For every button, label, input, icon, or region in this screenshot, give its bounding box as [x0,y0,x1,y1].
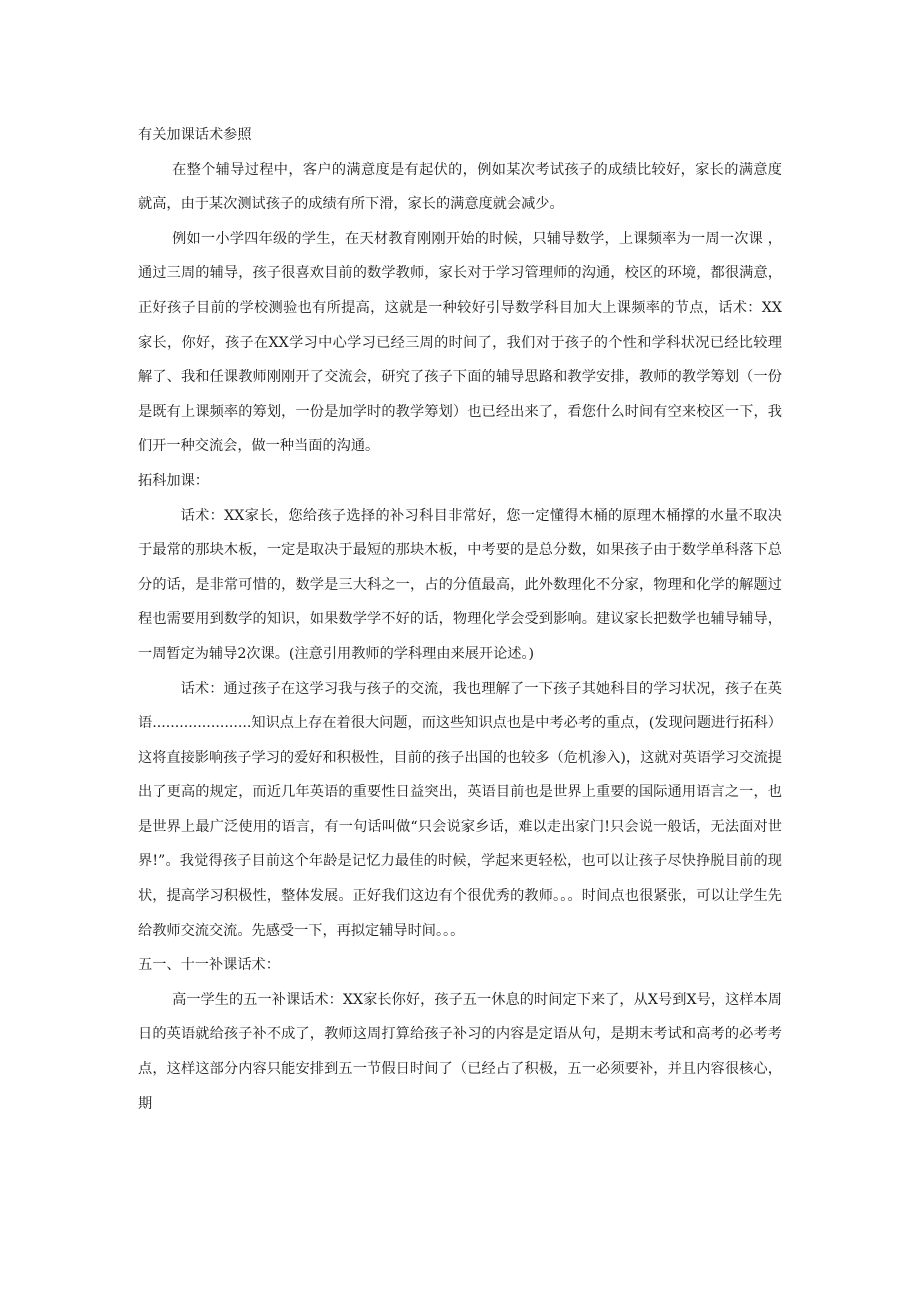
document-title: 有关加课话术参照 [138,127,252,143]
holiday-paragraph-1: 高一学生的五一补课话术：XX家长你好，孩子五一休息的时间定下来了，从X号到X号，这样本周日的英语就给孩子补不成了，教师这周打算给孩子补习的内容是定语从句，是期末考试和高考的必考考点，这样这部分内容只能安排到五一节假日时间了（已经占了积极，五一必须要补，并且内容很核心，期 [138,991,782,1112]
section-heading-expand: 拓科加课： [138,472,209,489]
intro-paragraph-1: 在整个辅导过程中，客户的满意度是有起伏的，例如某次考试孩子的成绩比较好，家长的满意度就高，由于某次测试孩子的成绩有所下滑，家长的满意度就会减少。 [138,161,782,213]
expand-paragraph-2: 话术：通过孩子在这学习我与孩子的交流，我也理解了一下孩子其她科目的学习状况，孩子在英语......................知识点上存在着很大问题，而这些知识点也是中考必考的重点，(发现问题进行拓科）这将直接影响孩子学习的爱好和积极性，目前的孩子出国的也较多（危机渗入)，这就对英语学习交流提出了更高的规定，而近几年英语的重要性日益突出，英语目前也是世界上重要的国际通用语言之一，也是世界上最广泛使用的语言，有一句话叫做“只会说家乡话，难以走出家门!只会说一般话，无法面对世界!”。我觉得孩子目前这个年龄是记忆力最佳的时候，学起来更轻松，也可以让孩子尽快挣脱目前的现状，提高学习积极性，整体发展。正好我们这边有个很优秀的教师。。。时间点也很紧张，可以让学生先给教师交流交流。先感受一下，再拟定辅导时间。。。 [138,680,782,939]
expand-paragraph-1: 话术：XX家长，您给孩子选择的补习科目非常好，您一定懂得木桶的原理木桶撑的水量不取决于最常的那块木板，一定是取决于最短的那块木板，中考要的是总分数，如果孩子由于数学单科落下总分的话，是非常可惜的，数学是三大科之一，占的分值最高，此外数理化不分家，物理和化学的解题过程也需要用到数学的知识，如果数学学不好的话，物理化学会受到影响。建议家长把数学也辅导辅导，一周暂定为辅导2次课。(注意引用教师的学科理由来展开论述。) [138,507,782,662]
section-heading-holiday: 五一、十一补课话术： [138,957,280,974]
intro-paragraph-2: 例如一小学四年级的学生，在天材教育刚刚开始的时候，只辅导数学，上课频率为一周一次课 ，通过三周的辅导，孩子很喜欢目前的数学教师，家长对于学习管理师的沟通，校区的环境，都很满意，正好孩子目前的学校测验也有所提高，这就是一种较好引导数学科目加大上课频率的节点，话术：XX家长，你好，孩子在XX学习中心学习已经三周的时间了，我们对于孩子的个性和学科状况已经比较理解了、我和任课教师刚刚开了交流会，研究了孩子下面的辅导思路和教学安排，教师的教学筹划（一份是既有上课频率的筹划，一份是加学时的教学筹划）也已经出来了，看您什么时间有空来校区一下，我们开一种交流会，做一种当面的沟通。 [138,230,782,455]
